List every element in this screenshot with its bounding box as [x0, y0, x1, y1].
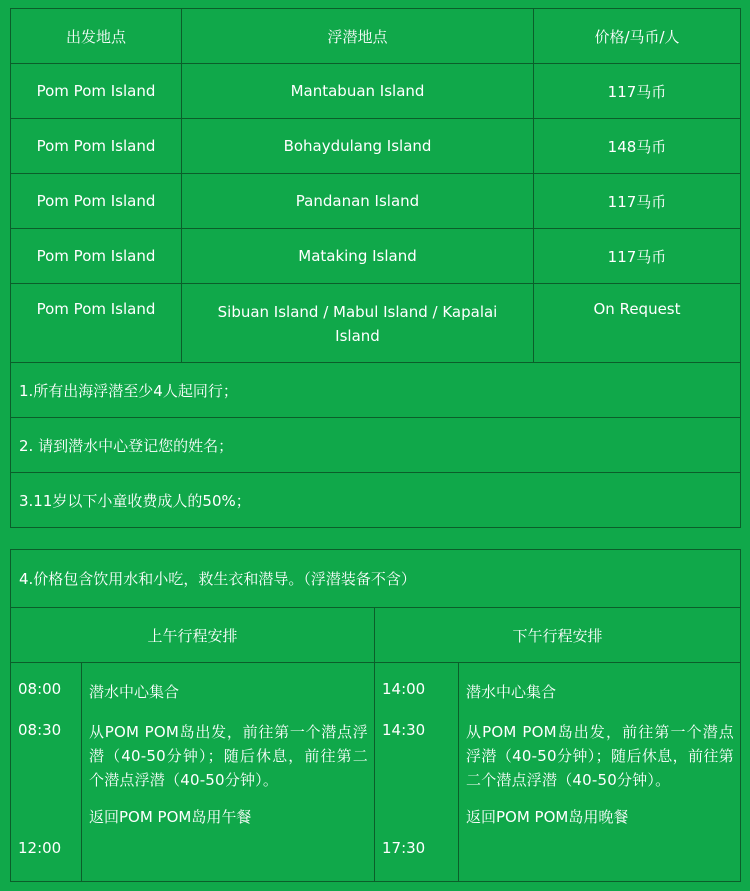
note-min-people: 1.所有出海浮潜至少4人起同行； — [11, 363, 741, 418]
departure-cell: Pom Pom Island — [11, 229, 182, 284]
morning-activities — [82, 663, 375, 882]
spot-cell: Mantabuan Island — [182, 64, 534, 119]
table-row — [11, 64, 741, 119]
note-row — [11, 363, 741, 418]
time-label: 14:00 — [382, 680, 426, 698]
note-row — [11, 418, 741, 473]
departure-cell: Pom Pom Island — [11, 284, 182, 363]
spot-cell: Pandanan Island — [182, 174, 534, 229]
spot-cell: Sibuan Island / Mabul Island / Kapalai Island — [182, 284, 534, 363]
price-cell: On Request — [534, 284, 741, 363]
schedule-table — [10, 549, 741, 882]
price-cell: 117马币 — [534, 64, 741, 119]
note-child-discount: 3.11岁以下小童收费成人的50%； — [11, 473, 741, 528]
morning-title: 上午行程安排 — [11, 608, 375, 663]
note-row — [11, 473, 741, 528]
afternoon-title: 下午行程安排 — [375, 608, 741, 663]
afternoon-activities — [459, 663, 741, 882]
price-cell: 117马币 — [534, 174, 741, 229]
schedule-body-row — [11, 663, 741, 882]
price-cell: 148马币 — [534, 119, 741, 174]
header-price: 价格/马币/人 — [534, 9, 741, 64]
spot-cell: Bohaydulang Island — [182, 119, 534, 174]
spot-cell: Mataking Island — [182, 229, 534, 284]
price-cell: 117马币 — [534, 229, 741, 284]
header-row — [11, 9, 741, 64]
activity-item: 潜水中心集合 — [89, 683, 180, 701]
activity-item: 从POM POM岛出发，前往第一个潜点浮潜（40-50分钟）；随后休息，前往第二个潜点浮潜（40-50分钟）。 — [466, 723, 735, 789]
table-row — [11, 229, 741, 284]
activity-item: 返回POM POM岛用午餐 — [89, 808, 252, 826]
header-snorkel-spot: 浮潜地点 — [182, 9, 534, 64]
departure-cell: Pom Pom Island — [11, 174, 182, 229]
header-departure: 出发地点 — [11, 9, 182, 64]
time-label: 08:00 — [18, 680, 62, 698]
morning-times — [11, 663, 82, 882]
note-row — [11, 550, 741, 608]
activity-item: 返回POM POM岛用晚餐 — [466, 808, 629, 826]
table-row — [11, 284, 741, 363]
note-register-name: 2. 请到潜水中心登记您的姓名； — [11, 418, 741, 473]
schedule-header-row — [11, 608, 741, 663]
table-row — [11, 119, 741, 174]
departure-cell: Pom Pom Island — [11, 64, 182, 119]
afternoon-times — [375, 663, 459, 882]
time-label: 08:30 — [18, 721, 62, 739]
time-label: 14:30 — [382, 721, 426, 739]
time-label: 12:00 — [18, 839, 62, 857]
activity-item: 从POM POM岛出发，前往第一个潜点浮潜（40-50分钟）；随后休息，前往第二个潜点浮潜（40-50分钟）。 — [89, 723, 368, 789]
time-label: 17:30 — [382, 839, 426, 857]
pricing-table — [10, 8, 741, 528]
departure-cell: Pom Pom Island — [11, 119, 182, 174]
table-row — [11, 174, 741, 229]
activity-item: 潜水中心集合 — [466, 683, 557, 701]
note-price-includes: 4.价格包含饮用水和小吃，救生衣和潜导。（浮潜装备不含） — [11, 550, 741, 608]
